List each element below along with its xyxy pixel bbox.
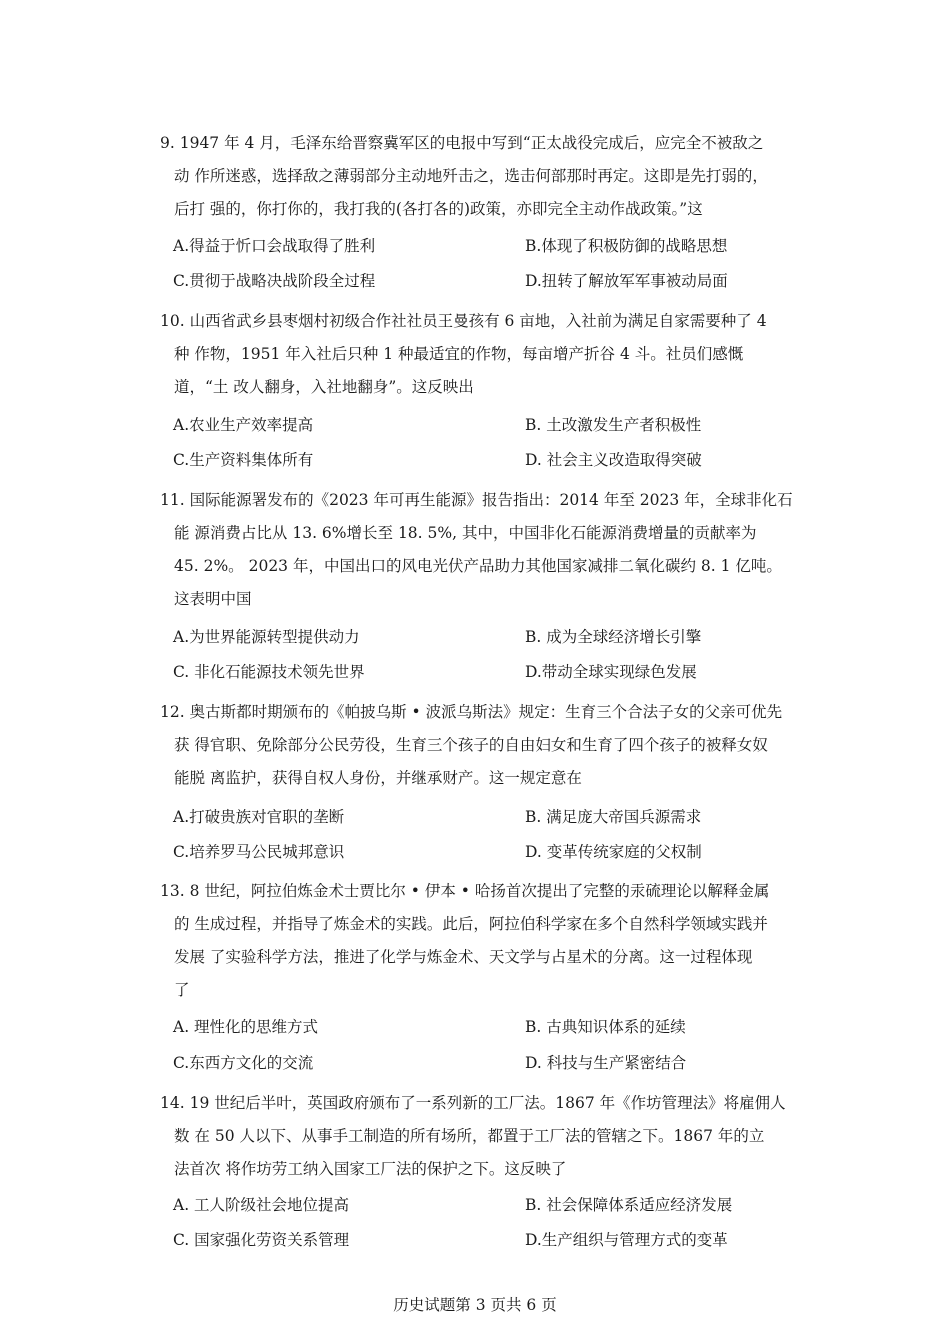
question-12-line-1: 12. 奥古斯都时期颁布的《帕披乌斯 • 波派乌斯法》规定：生育三个合法子女的父亲可优先 xyxy=(160,703,783,721)
question-10-option-a: A.农业生产效率提高 xyxy=(173,416,314,434)
question-14-line-2: 数 在 50 人以下、从事手工制造的所有场所，都置于工厂法的管辖之下。1867 年的立 xyxy=(174,1127,765,1145)
question-12-stem xyxy=(160,696,800,795)
question-11-line-1: 11. 国际能源署发布的《2023 年可再生能源》报告指出：2014 年至 2023 年，全球非化石 xyxy=(160,491,793,509)
question-10-line-2: 种 作物，1951 年入社后只种 1 种最适宜的作物，每亩增产折谷 4 斗。社员们感慨 xyxy=(174,345,744,363)
question-9-line-1: 9. 1947 年 4 月，毛泽东给晋察冀军区的电报中写到“正太战役完成后，应完全不被敌之 xyxy=(160,134,764,152)
question-9-option-c: C.贯彻于战略决战阶段全过程 xyxy=(173,272,376,290)
question-13-option-c: C.东西方文化的交流 xyxy=(173,1054,314,1072)
question-9-option-a: A.得益于忻口会战取得了胜利 xyxy=(173,237,376,255)
question-14-option-c: C. 国家强化劳资关系管理 xyxy=(173,1231,350,1249)
question-11-option-b: B. 成为全球经济增长引擎 xyxy=(525,628,702,646)
question-13-stem xyxy=(160,875,800,1007)
question-9-option-d: D.扭转了解放军军事被动局面 xyxy=(525,272,728,290)
question-10-stem xyxy=(160,305,800,404)
question-12-line-3: 能脱 离监护，获得自权人身份，并继承财产。这一规定意在 xyxy=(174,769,582,787)
question-9-line-2: 动 作所迷惑，选择敌之薄弱部分主动地歼击之，选击何部那时再定。这即是先打弱的， xyxy=(174,167,768,185)
question-12-line-2: 获 得官职、免除部分公民劳役，生育三个孩子的自由妇女和生育了四个孩子的被释女奴 xyxy=(174,736,768,754)
question-9-stem xyxy=(160,127,800,226)
question-11-line-3: 45. 2%。 2023 年，中国出口的风电光伏产品助力其他国家减排二氧化碳约 8. 1 亿吨。 xyxy=(174,557,782,575)
question-12-option-c: C.培养罗马公民城邦意识 xyxy=(173,843,345,861)
question-13-option-a: A. 理性化的思维方式 xyxy=(173,1018,319,1036)
question-13-line-4: 了 xyxy=(174,981,190,999)
question-12-option-b: B. 满足庞大帝国兵源需求 xyxy=(525,808,702,826)
page-footer: 历史试题第 3 页共 6 页 xyxy=(393,1296,557,1314)
question-12-option-a: A.打破贵族对官职的垄断 xyxy=(173,808,345,826)
question-13-line-1: 13. 8 世纪，阿拉伯炼金术士贾比尔 • 伊本 • 哈扬首次提出了完整的汞硫理论以解释金属 xyxy=(160,882,770,900)
question-11-line-4: 这表明中国 xyxy=(174,590,252,608)
question-12-option-d: D. 变革传统家庭的父权制 xyxy=(525,843,702,861)
question-11-option-d: D.带动全球实现绿色发展 xyxy=(525,663,697,681)
question-11-option-c: C. 非化石能源技术领先世界 xyxy=(173,663,365,681)
question-14-stem xyxy=(160,1087,800,1186)
question-13-line-2: 的 生成过程，并指导了炼金术的实践。此后，阿拉伯科学家在多个自然科学领域实践并 xyxy=(174,915,768,933)
question-14-option-b: B. 社会保障体系适应经济发展 xyxy=(525,1196,733,1214)
question-14-option-a: A. 工人阶级社会地位提高 xyxy=(173,1196,350,1214)
question-14-line-1: 14. 19 世纪后半叶，英国政府颁布了一系列新的工厂法。1867 年《作坊管理法》将雇佣人 xyxy=(160,1094,786,1112)
question-10-option-c: C.生产资料集体所有 xyxy=(173,451,314,469)
question-11-stem xyxy=(160,484,800,616)
question-10-option-b: B. 土改激发生产者积极性 xyxy=(525,416,702,434)
question-9-line-3: 后打 强的，你打你的，我打我的(各打各的)政策，亦即完全主动作战政策。”这 xyxy=(174,200,703,218)
question-13-line-3: 发展 了实验科学方法，推进了化学与炼金术、天文学与占星术的分离。这一过程体现 xyxy=(174,948,753,966)
question-10-line-1: 10. 山西省武乡县枣烟村初级合作社社员王曼孩有 6 亩地，入社前为满足自家需要种了 4 xyxy=(160,312,767,330)
question-9-option-b: B.体现了积极防御的战略思想 xyxy=(525,237,728,255)
question-14-line-3: 法首次 将作坊劳工纳入国家工厂法的保护之下。这反映了 xyxy=(174,1160,567,1178)
question-13-option-b: B. 古典知识体系的延续 xyxy=(525,1018,686,1036)
question-11-option-a: A.为世界能源转型提供动力 xyxy=(173,628,360,646)
question-11-line-2: 能 源消费占比从 13. 6%增长至 18. 5%, 其中，中国非化石能源消费增量的贡献率为 xyxy=(174,524,757,542)
question-13-option-d: D. 科技与生产紧密结合 xyxy=(525,1054,687,1072)
question-10-option-d: D. 社会主义改造取得突破 xyxy=(525,451,702,469)
question-10-line-3: 道，“土 改人翻身，入社地翻身”。这反映出 xyxy=(174,378,474,396)
question-14-option-d: D.生产组织与管理方式的变革 xyxy=(525,1231,728,1249)
